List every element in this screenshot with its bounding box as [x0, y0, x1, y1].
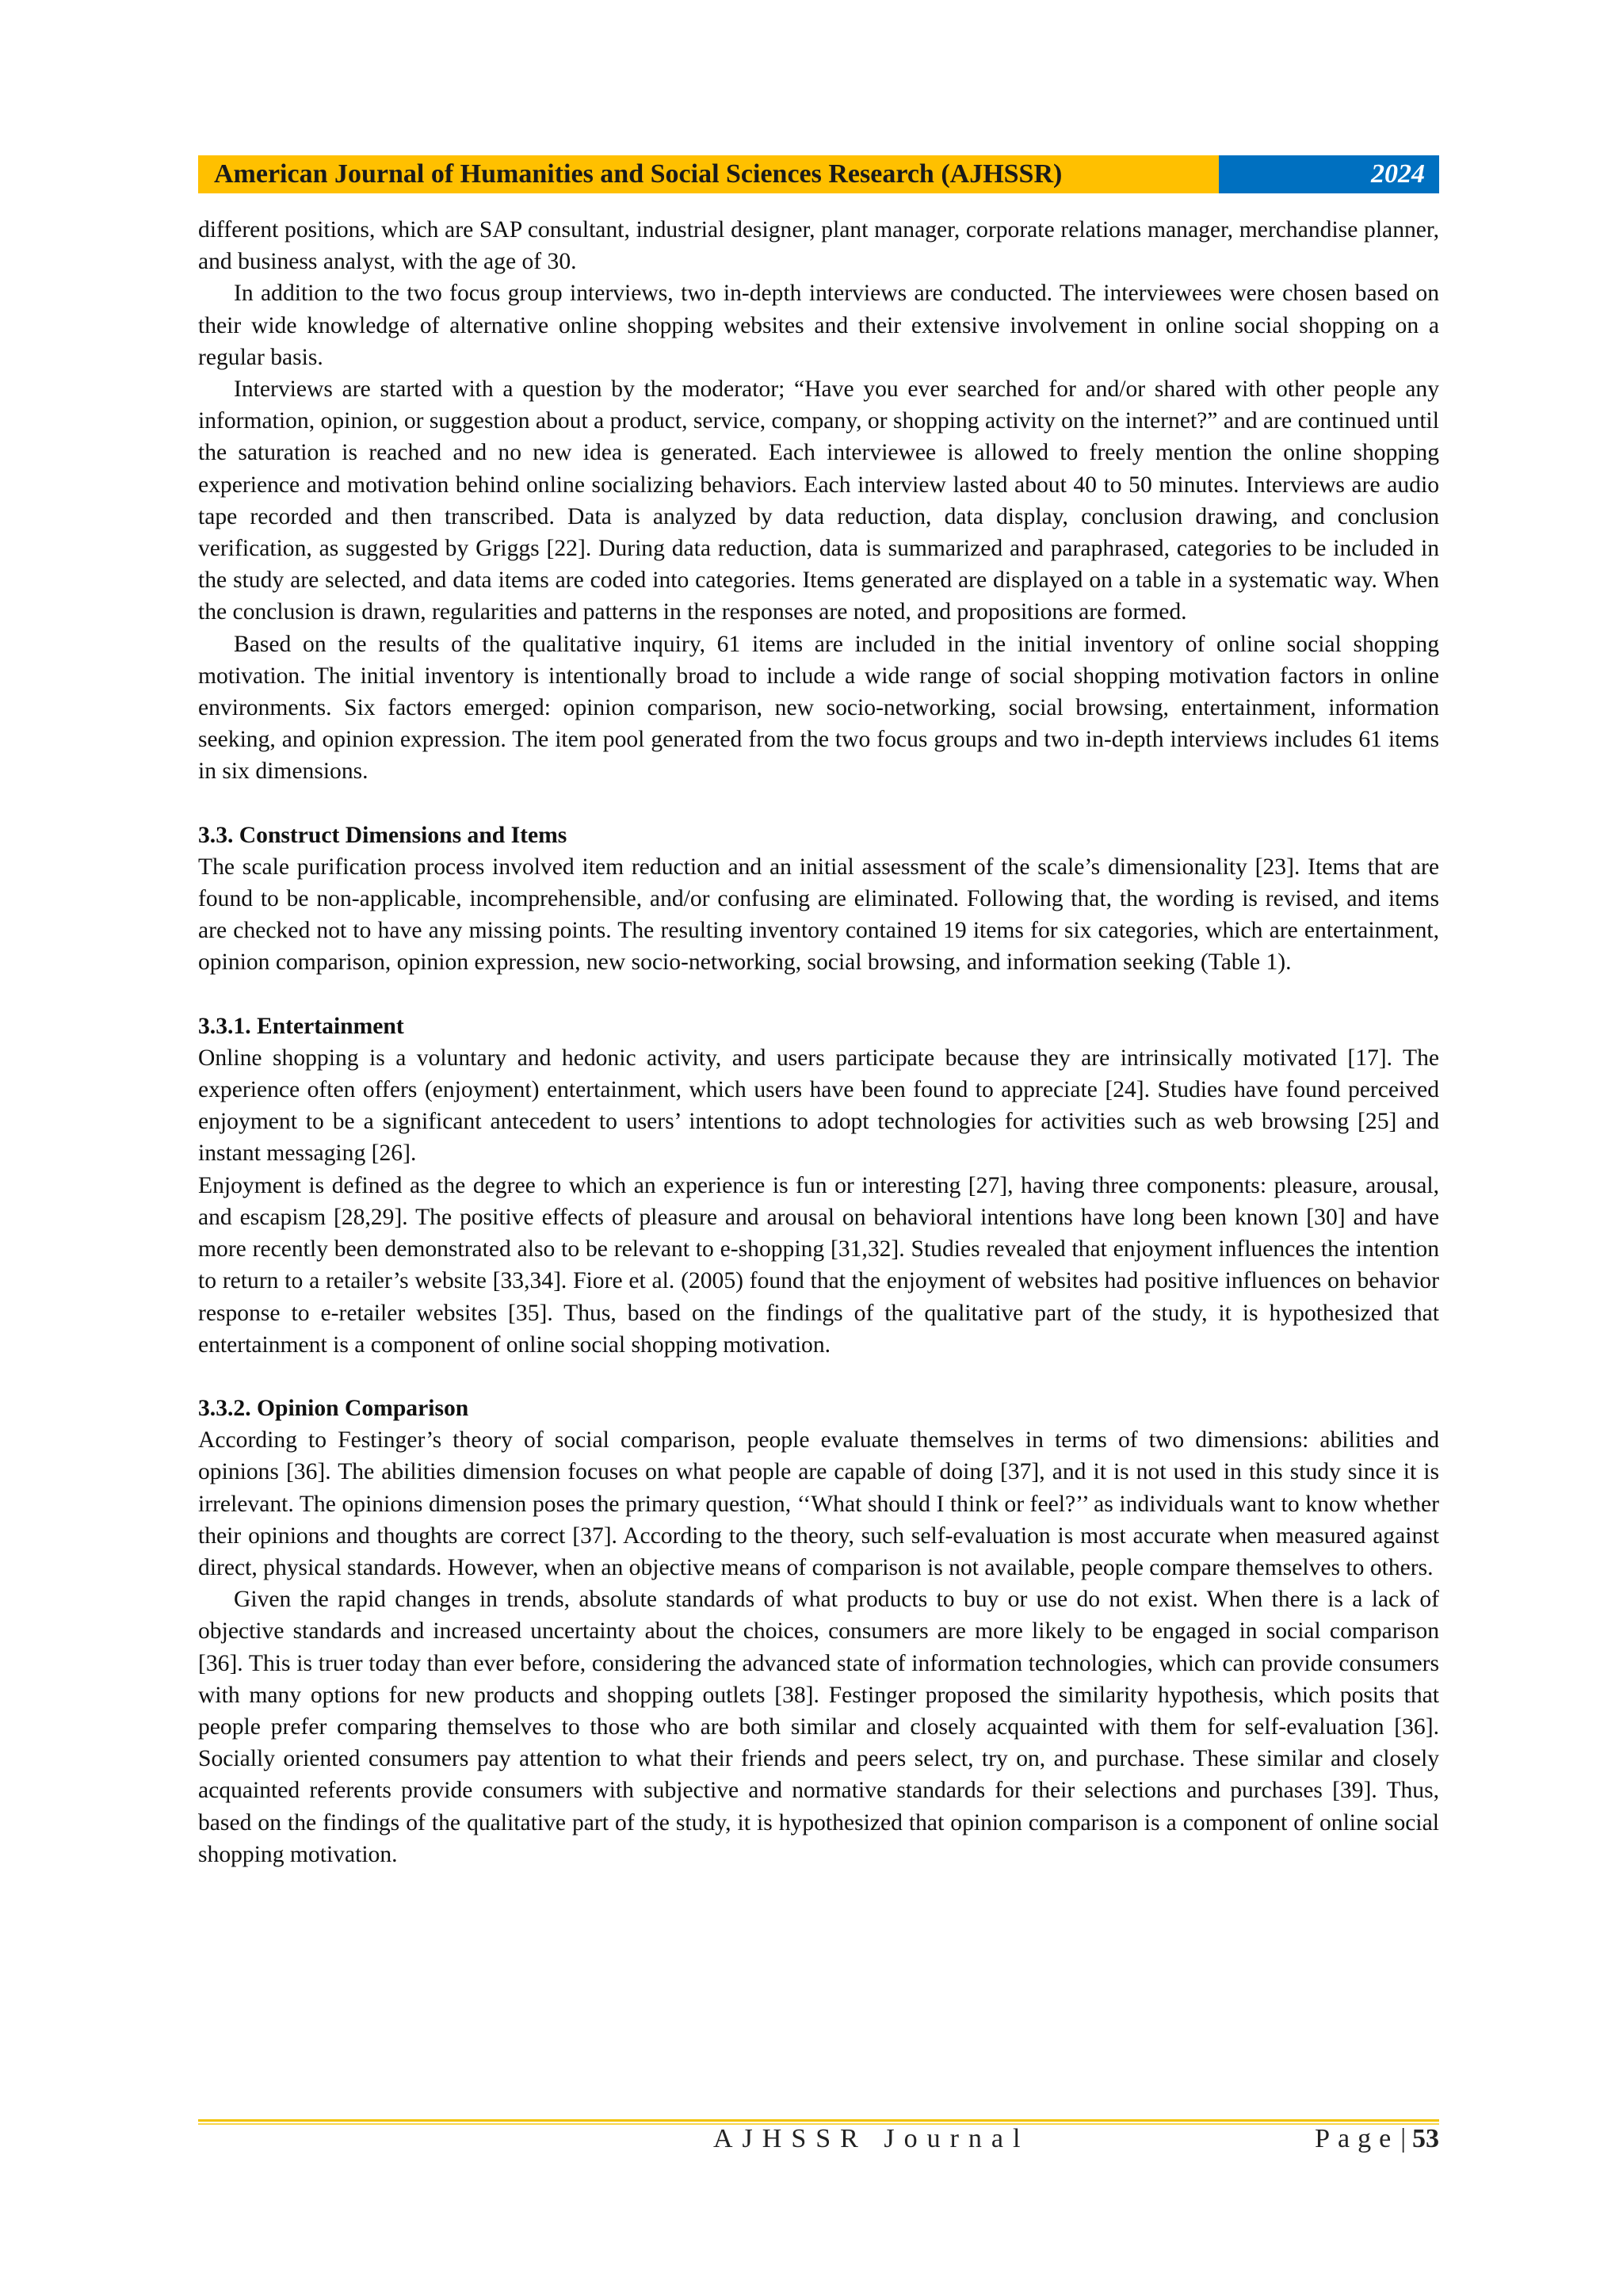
footer-journal-name: AJHSSR Journal [713, 2124, 1030, 2153]
page-separator: | [1400, 2124, 1406, 2153]
page-label: Page [1315, 2124, 1400, 2153]
paragraph-procedure: Interviews are started with a question by the moderator; “Have you ever searched for and/or shared with other people any information, opinion, or suggestion about a product, service, company, or shopping activity on the internet?” and are continued until the saturation is reached and no new idea is generated. Each interviewee is allowed to freely mention the online shopping experience and motivation behind online socializing behaviors. Each interview lasted about 40 to 50 minutes. Interviews are audio tape recorded and then transcribed. Data is analyzed by data reduction, data display, conclusion drawing, and conclusion verification, as suggested by Griggs [22]. During data reduction, data is summarized and paraphrased, categories to be included in the study are selected, and data items are coded into categories. Items generated are displayed on a table in a systematic way. When the conclusion is drawn, regularities and patterns in the responses are noted, and propositions are formed. [198, 376, 1439, 625]
paragraph-festinger: According to Festinger’s theory of social comparison, people evaluate themselves in terms of two dimensions: abilities and opinions [36]. The abilities dimension focuses on what people are capable of doing [37], and it is not used in this study since it is irrelevant. The opinions dimension poses the primary question, ‘‘What should I think or feel?’’ as individuals want to know whether their opinions and thoughts are correct [37]. According to the theory, such self-evaluation is most accurate when measured against direct, physical standards. However, when an objective means of comparison is not available, people compare themselves to others. [198, 1427, 1439, 1580]
paragraph-interviews: In addition to the two focus group interviews, two in-depth interviews are conducted. The interviewees were chosen based on their wide knowledge of alternative online shopping websites and their extensive involvement in online social shopping on a regular basis. [198, 281, 1439, 370]
journal-title: American Journal of Humanities and Social Sciences Research (AJHSSR) [198, 155, 1219, 193]
paragraph-entertainment: Online shopping is a voluntary and hedonic activity, and users participate because they are intrinsically motivated [17]. The experience often offers (enjoyment) entertainment, which users have been found to appreciate [24]. Studies have found perceived enjoyment to be a significant antecedent to users’ intentions to adopt technologies for activities such as web browsing [25] and instant messaging [26]. [198, 1045, 1439, 1167]
paragraph-enjoyment: Enjoyment is defined as the degree to which an experience is fun or interesting [27], having three components: pleasure, arousal, and escapism [28,29]. The positive effects of pleasure and arousal on behavioral intentions have long been known [30] and have more recently been demonstrated also to be relevant to e-shopping [31,32]. Studies revealed that enjoyment influences the intention to return to a retailer’s website [33,34]. Fiore et al. (2005) found that the enjoyment of websites had positive influences on behavior response to e-retailer websites [35]. Thus, based on the findings of the qualitative part of the study, it is hypothesized that entertainment is a component of online social shopping motivation. [198, 1172, 1439, 1358]
section-heading-3-3-2: 3.3.2. Opinion Comparison [198, 1395, 469, 1421]
paragraph-inventory: Based on the results of the qualitative inquiry, 61 items are included in the initial inventory of online social shopping motivation. The initial inventory is intentionally broad to include a wide range of social shopping motivation factors in online environments. Six factors emerged: opinion comparison, new socio-networking, social browsing, entertainment, information seeking, and opinion expression. The item pool generated from the two focus groups and two in-depth interviews includes 61 items in six dimensions. [198, 631, 1439, 785]
paragraph-participants: different positions, which are SAP consultant, industrial designer, plant manager, corporate relations manager, merchandise planner, and business analyst, with the age of 30. [198, 217, 1439, 275]
section-heading-3-3-1: 3.3.1. Entertainment [198, 1013, 404, 1039]
journal-header [198, 155, 1439, 193]
footer-page-number [1315, 2124, 1439, 2154]
paragraph-social-comparison: Given the rapid changes in trends, absolute standards of what products to buy or use do not exist. When there is a lack of objective standards and increased uncertainty about the choices, consumers are more likely to be engaged in social comparison [36]. This is truer today than ever before, considering the advanced state of information technologies, which can provide consumers with many options for new products and shopping outlets [38]. Festinger proposed the similarity hypothesis, which posits that people prefer comparing themselves to those who are both similar and closely acquainted with them for self-evaluation [36]. Socially oriented consumers pay attention to what their friends and peers select, try on, and purchase. These similar and closely acquainted referents provide consumers with subjective and normative standards for their selections and purchases [39]. Thus, based on the findings of the qualitative part of the study, it is hypothesized that opinion comparison is a component of online social shopping motivation. [198, 1587, 1439, 1867]
journal-year: 2024 [1219, 155, 1439, 193]
page-number: 53 [1412, 2124, 1439, 2153]
section-heading-3-3: 3.3. Construct Dimensions and Items [198, 822, 567, 848]
article-body [198, 214, 1439, 1870]
paragraph-purification: The scale purification process involved item reduction and an initial assessment of the scale’s dimensionality [23]. Items that are found to be non-applicable, incomprehensible, and/or confusing are eliminated. Following that, the wording is revised, and items are checked not to have any missing points. The resulting inventory contained 19 items for six categories, which are entertainment, opinion comparison, opinion expression, new socio-networking, social browsing, and information seeking (Table 1). [198, 854, 1439, 976]
